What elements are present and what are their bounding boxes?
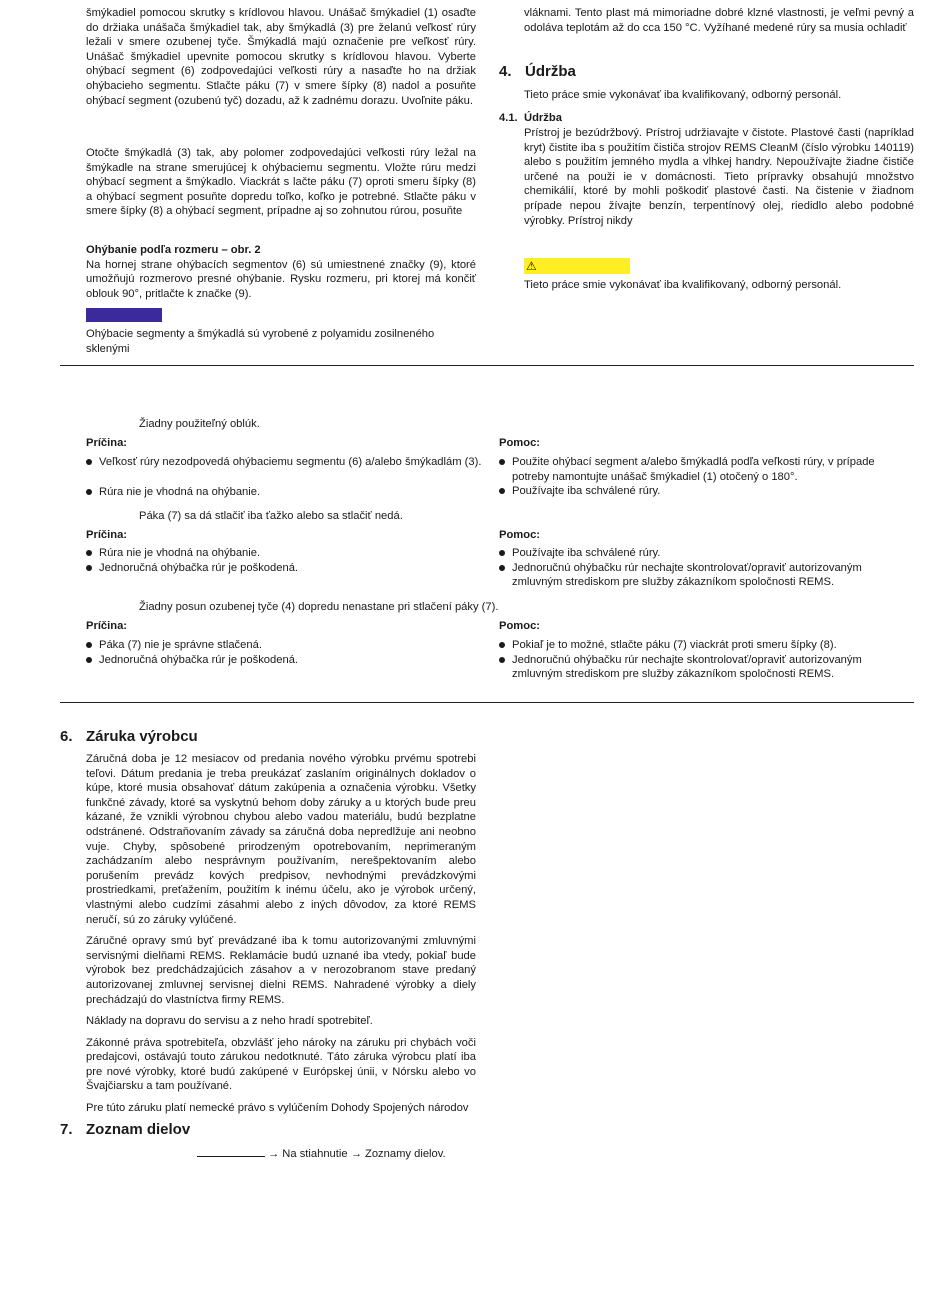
parts-list-line — [197, 1146, 446, 1162]
fault-3-causes — [86, 638, 486, 667]
fault-1-help-label: Pomoc: — [499, 437, 541, 449]
note-label-bar — [86, 308, 162, 322]
divider-bottom — [60, 702, 914, 703]
warranty-paragraph: Záručné opravy smú byť prevádzané iba k tomu autorizovanými zmluvnými servisnými dielňami REMS. Reklamácie budú uznané iba vtedy, pokiaľ bude výrobok bez predchádzajúcich zásahov a v nerozobranom stave predaný autorizovanej zmluvnej servisnej dielni REMS. Nahradené výrobky a diely prechádzajú do vlastníctva firmy REMS. — [86, 935, 476, 1006]
fault-1-title: Žiadny použiteľný oblúk. — [139, 418, 260, 430]
fault-2-help-label: Pomoc: — [499, 529, 541, 541]
section-4-heading: 4. Údržba — [499, 63, 576, 80]
fault-3-helps — [499, 638, 894, 682]
list-item: Pokiaľ je to možné, stlačte páku (7) viackrát proti smeru šípky (8). — [499, 638, 894, 653]
warranty-paragraph: Záručná doba je 12 mesiacov od predania nového výrobku prvému spotrebi teľovi. Dátum predania je treba preukázať zaslaním originálnych dokladov o kúpe, ktoré musia obsahovať dátum zakúpenia a označenia výrobku. Všetky funkčné závady, ktoré sa vyskytnú behom doby záruky a u ktorých bude preu kázané, že vznikli výrobnou chybou alebo vadou materiálu, budú bezplatne odstránené. Odstraňovaním závady sa záručná doba nepredlžuje ani neobno vuje. Chyby, spôsobené prirodzeným opotrebovaním, neprimeraným zachádzaním alebo nesprávnym používaním, nerešpektovaním alebo porušením prevádz kových predpisov, nevhodnými prevádzkovými prostriedkami, preťažením, použitím k inému účelu, ako je výrobok určený, vlastnými alebo cudzími zásahmi alebo z iných dôvodov, za ktoré REMS neručí, sú zo záruky vylúčené. — [86, 753, 476, 926]
fault-1-cause-label: Príčina: — [86, 437, 128, 449]
bending-procedure-paragraph: Otočte šmýkadlá (3) tak, aby polomer zodpovedajúci veľkosti rúry ležal na šmýkadle na strane smerujúcej k ohýbaciemu segmentu. Vložte rúru medzi ohýbací segment a šmýkadlo. Viackrát s lačte páku (7) oproti smeru šípky (8) a ohýbací segment posuňte dopredu toľko, koľko je potrebné. Stlačte páku v smere šípky (8) a ohýbací segment, prípadne aj so zohnutou rúrou, posuňte — [86, 147, 476, 218]
parts-download-path: → Na stiahnutie → Zoznamy dielov. — [268, 1148, 446, 1160]
warning-label-bar — [524, 258, 630, 274]
material-paragraph: vláknami. Tento plast má mimoriadne dobré klzné vlastnosti, je veľmi pevný a odoláva teplotám až do cca 150 °C. Vyžíhané medené rúry sa musia ochladiť — [524, 7, 914, 34]
list-item: Jednoručná ohýbačka rúr je poškodená. — [86, 561, 486, 576]
fault-3-help-label: Pomoc: — [499, 620, 541, 632]
fault-1-helps — [499, 455, 894, 499]
list-item: Jednoručnú ohýbačku rúr nechajte skontrolovať/opraviť autorizovaným zmluvným strediskom pre služby zákazníkom spoločnosti REMS. — [499, 653, 894, 682]
install-instructions-paragraph: šmýkadiel pomocou skrutky s krídlovou hlavou. Unášač šmýkadiel (1) osaďte do držiaka unášača šmýkadiel tak, aby šmýkadlá (3) pre želanú veľkosť rúry ležali v smere ozubenej tyče. Šmýkadlá majú označenie pre veľkosť rúry. Unášač šmýkadiel upevnite pomocou skrutky s krídlovou hlavou. Vyberte ohýbací segment (6) zodpovedajúci veľkosti rúry a nasaďte ho na držiak ohýbacieho segmentu. Stlačte páku (7) v smere šípky (8) nadol a posuňte ohýbací segment (ozubenú tyč) dozadu, až k zadnému dorazu. Uvoľnite páku. — [86, 7, 476, 107]
fault-3-cause-label: Príčina: — [86, 620, 128, 632]
bending-heading: Ohýbanie podľa rozmeru – obr. 2 — [86, 244, 261, 256]
warning-triangle-icon: ⚠ — [526, 259, 537, 273]
section-7-heading: 7. Zoznam dielov — [60, 1121, 191, 1138]
warranty-text — [86, 752, 476, 1123]
bending-by-dimension-block — [86, 243, 476, 301]
list-item: Rúra nie je vhodná na ohýbanie. — [86, 485, 486, 500]
warranty-paragraph: Zákonné práva spotrebiteľa, obzvlášť jeho nároky na záruku pri chybách voči predajcovi, ostávajú touto zárukou nedotknuté. Táto záruka výrobcu platí iba pre nové výrobky, ktoré budú zakúpené v Európskej únii, v Nórsku alebo vo Švajčiarsku a tam používané. — [86, 1036, 476, 1093]
bending-text: Na hornej strane ohýbacích segmentov (6) sú umiestnené značky (9), ktoré umožňujú rozmerovo presné ohýbanie. Rysku rozmeru, pri ktorej má končiť oblouk 90°, pritlačte k značke (9). — [86, 258, 476, 300]
list-item: Použite ohýbací segment a/alebo šmýkadlá podľa veľkosti rúry, v prípade potreby namontujte unášač šmýkadiel (1) otočený o 180°. — [499, 455, 894, 484]
fault-2-causes — [86, 546, 486, 575]
list-item: Používajte iba schválené rúry. — [499, 546, 894, 561]
download-link-placeholder[interactable] — [197, 1146, 265, 1157]
fault-1-causes — [86, 455, 486, 499]
fault-3-title: Žiadny posun ozubenej tyče (4) dopredu nenastane pri stlačení páky (7). — [139, 601, 499, 613]
list-item: Jednoručná ohýbačka rúr je poškodená. — [86, 653, 486, 668]
section-4-intro: Tieto práce smie vykonávať iba kvalifikovaný, odborný personál. — [524, 89, 842, 101]
divider-top — [60, 365, 914, 366]
section-4-1-title: Údržba — [524, 112, 562, 124]
list-item: Rúra nie je vhodná na ohýbanie. — [86, 546, 486, 561]
note-text: Ohýbacie segmenty a šmýkadlá sú vyrobené z polyamidu zosilneného sklenými — [86, 328, 435, 355]
fault-2-helps — [499, 546, 894, 590]
section-6-heading: 6. Záruka výrobcu — [60, 728, 198, 745]
fault-2-title: Páka (7) sa dá stlačiť iba ťažko alebo sa stlačiť nedá. — [139, 510, 403, 522]
list-item: Veľkosť rúry nezodpovedá ohýbaciemu segmentu (6) a/alebo šmýkadlám (3). — [86, 455, 486, 470]
list-item: Páka (7) nie je správne stlačená. — [86, 638, 486, 653]
section-4-1-number: 4.1. — [499, 112, 518, 124]
list-item: Jednoručnú ohýbačku rúr nechajte skontrolovať/opraviť autorizovaným zmluvným strediskom pre služby zákazníkom spoločnosti REMS. — [499, 561, 894, 590]
section-4-1-text: Prístroj je bezúdržbový. Prístroj udržiavajte v čistote. Plastové časti (napríklad kryt) čistite iba s použitím čističa strojov REMS CleanM (číslo výrobku 140119) alebo s použitím jemného mydla a vlhkej handry. Nepoužívajte žiadne čističe určené na použi ie v domácnosti. Tieto prípravky obsahujú množstvo chemikálií, ktoré by mohli poškodiť plastové časti. Na čistenie v žiadnom prípade nepou žívajte benzín, terpentínový olej, riedidlo alebo podobné výrobky. Prístroj nikdy — [524, 127, 914, 227]
fault-2-cause-label: Príčina: — [86, 529, 128, 541]
warranty-paragraph: Náklady na dopravu do servisu a z neho hradí spotrebiteľ. — [86, 1015, 373, 1028]
list-item: Používajte iba schválené rúry. — [499, 484, 894, 499]
warning-text: Tieto práce smie vykonávať iba kvalifikovaný, odborný personál. — [524, 279, 842, 291]
warranty-paragraph: Pre túto záruku platí nemecké právo s vylúčením Dohody Spojených národov — [86, 1102, 469, 1115]
